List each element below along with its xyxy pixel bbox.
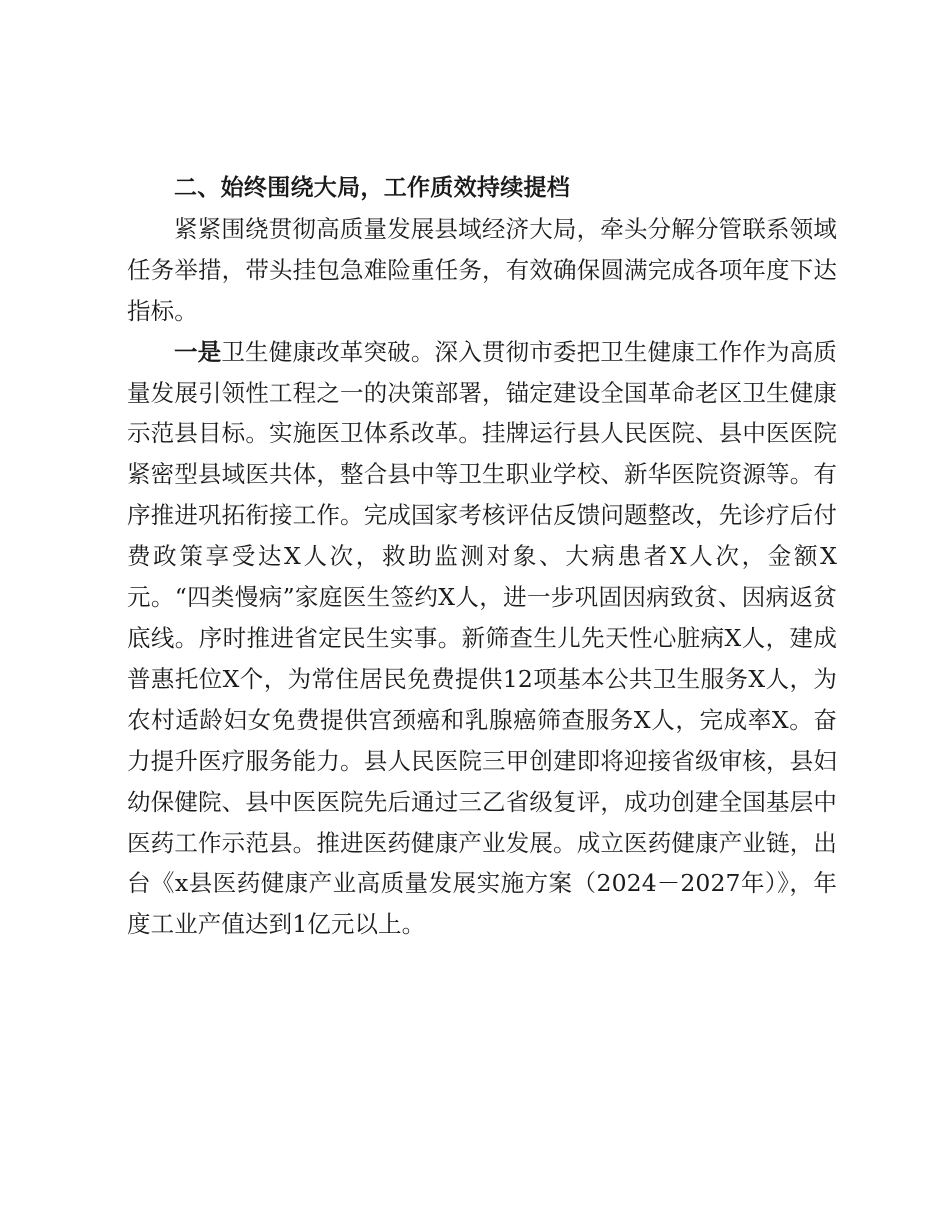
item-one-body: 卫生健康改革突破。深入贯彻市委把卫生健康工作作为高质量发展引领性工程之一的决策部署，锚定建设全国革命老区卫生健康示范县目标。实施医卫体系改革。挂牌运行县人民医院、县中医医院紧密型县域医共体，整合县中等卫生职业学校、新华医院资源等。有序推进巩拓衔接工作。完成国家考核评估反馈问题整改，先诊疗后付费政策享受达X人次，救助监测对象、大病患者X人次，金额X元。“四类慢病”家庭医生签约X人，进一步巩固因病致贫、因病返贫底线。序时推进省定民生实事。新筛查生儿先天性心脏病X人，建成普惠托位X个，为常住居民免费提供12项基本公共卫生服务X人，为农村适龄妇女免费提供宫颈癌和乳腺癌筛查服务X人，完成率X。奋力提升医疗服务能力。县人民医院三甲创建即将迎接省级审核，县妇幼保健院、县中医医院先后通过三乙省级复评，成功创建全国基层中医药工作示范县。推进医药健康产业发展。成立医药健康产业链，出台《x县医药健康产业高质量发展实施方案（2024－2027年）》，年度工业产值达到1亿元以上。 xyxy=(127,337,837,939)
document-body xyxy=(127,168,837,945)
item-one-lead: 一是 xyxy=(174,337,222,366)
section-heading: 二、始终围绕大局，工作质效持续提档 xyxy=(174,175,571,201)
intro-paragraph: 紧紧围绕贯彻高质量发展县域经济大局，牵头分解分管联系领域任务举措，带头挂包急难险重任务，有效确保圆满完成各项年度下达指标。 xyxy=(127,214,837,325)
item-one-paragraph xyxy=(127,332,837,946)
